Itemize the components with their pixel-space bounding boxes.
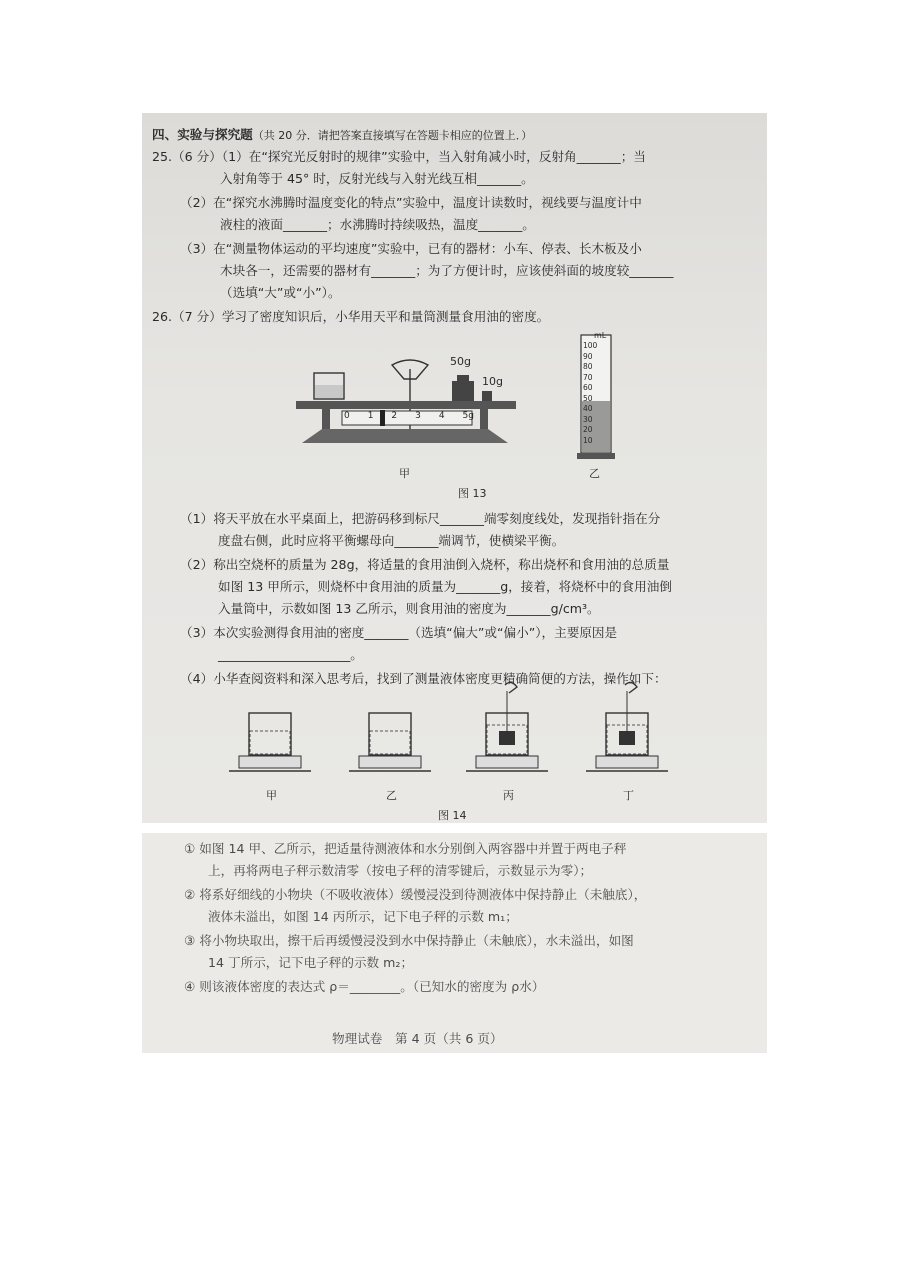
tick-1: 1 [367, 411, 374, 421]
section-heading [152, 127, 532, 144]
step3a: ③ 将小物块取出，擦干后再缓慢浸没到水中保持静止（未触底），水未溢出，如图 [184, 933, 634, 948]
tick-5: 5g [462, 411, 474, 421]
q25-line3c: （选填“大”或“小”）。 [220, 285, 341, 300]
beam [296, 401, 516, 409]
q25-line3b: 木块各一，还需要的器材有_______；为了方便计时，应该使斜面的坡度较_______ [220, 263, 674, 278]
q25-line3a: （3）在“测量物体运动的平均速度”实验中，已有的器材：小车、停表、长木板及小 [180, 241, 642, 256]
step2a: ② 将系好细线的小物块（不吸收液体）缓慢浸没到待测液体中保持静止（未触底）， [184, 887, 647, 902]
step1a: ① 如图 14 甲、乙所示，把适量待测液体和水分别倒入两容器中并置于两电子秤 [184, 841, 627, 856]
q25-line1b: 入射角等于 45° 时，反射光线与入射光线互相_______。 [220, 171, 534, 186]
fig13-label-jia: 甲 [399, 467, 410, 480]
cyl-tick-10: 10 [583, 435, 593, 445]
step1b: 上，再将两电子秤示数清零（按电子秤的清零键后，示数显示为零）； [208, 863, 593, 878]
exam-photo-top [142, 113, 767, 823]
fig13-caption: 图 13 [458, 487, 487, 500]
cyl-unit: mL [594, 331, 607, 340]
cyl-tick-70: 70 [583, 372, 593, 382]
fig14-label-bing: 丙 [503, 789, 514, 802]
base [302, 429, 508, 443]
fig14-label-ding: 丁 [623, 789, 634, 802]
step3b: 14 丁所示，记下电子秤的示数 m₂； [208, 955, 414, 970]
exam-photo-bottom [142, 833, 767, 1053]
cyl-tick-labels [583, 341, 597, 446]
q26-p1a: （1）将天平放在水平桌面上，把游码移到标尺_______端零刻度线处，发现指针指在分 [180, 511, 661, 526]
tick-4: 4 [438, 411, 445, 421]
cyl-tick-80: 80 [583, 362, 593, 371]
weight-10g [482, 391, 492, 401]
cyl-tick-20: 20 [583, 425, 593, 434]
step2b: 液体未溢出，如图 14 丙所示，记下电子秤的示数 m₁； [208, 909, 518, 924]
cyl-tick-60: 60 [583, 383, 593, 392]
q25-head: 25.（6 分）（1）在“探究光反射时的规律”实验中，当入射角减小时，反射角_______；当 [152, 149, 646, 164]
q26-p2c: 入量筒中，示数如图 13 乙所示，则食用油的密度为_______g/cm³。 [218, 601, 600, 616]
cyl-tick-40: 40 [583, 404, 593, 413]
tick-0: 0 [344, 411, 350, 421]
scale-tick-labels [344, 411, 474, 421]
cyl-tick-50: 50 [583, 393, 593, 403]
weight-50g-knob [457, 375, 469, 381]
scale-bing [466, 682, 548, 771]
page-footer: 物理试卷 第 4 页（共 6 页） [332, 1031, 503, 1046]
q26-p4: （4）小华查阅资料和深入思考后，找到了测量液体密度更精确简便的方法，操作如下： [180, 671, 667, 686]
left-support [322, 409, 330, 429]
fig14-label-yi: 乙 [386, 789, 397, 802]
cyl-tick-90: 90 [583, 351, 593, 361]
label-10g: 10g [482, 375, 503, 388]
label-50g: 50g [450, 355, 471, 368]
cyl-tick-100: 100 [583, 341, 598, 350]
fig14-scales [227, 683, 707, 783]
cyl-tick-30: 30 [583, 414, 593, 424]
q26-p2a: （2）称出空烧杯的质量为 28g，将适量的食用油倒入烧杯，称出烧杯和食用油的总质量 [180, 557, 670, 572]
scale-jia [229, 713, 311, 771]
fig14-caption: 图 14 [438, 809, 467, 822]
q26-p3b: _____________________。 [218, 647, 363, 662]
balance-figure [292, 353, 522, 463]
tick-2: 2 [391, 411, 398, 421]
q26-p1b: 度盘右侧，此时应将平衡螺母向_______端调节，使横梁平衡。 [218, 533, 565, 548]
cylinder-base [577, 453, 615, 459]
beaker-oil [315, 385, 343, 398]
fig14-label-jia: 甲 [266, 789, 277, 802]
q26-head: 26.（7 分）学习了密度知识后，小华用天平和量筒测量食用油的密度。 [152, 309, 550, 324]
scale-ding [586, 682, 668, 771]
q25-line2b: 液柱的液面_______；水沸腾时持续吸热，温度_______。 [220, 217, 535, 232]
scale-yi [349, 713, 431, 771]
step4: ④ 则该液体密度的表达式 ρ＝________。（已知水的密度为 ρ水） [184, 979, 545, 994]
weight-50g [452, 381, 474, 401]
right-support [480, 409, 488, 429]
q25-line2a: （2）在“探究水沸腾时温度变化的特点”实验中，温度计读数时，视线要与温度计中 [180, 195, 642, 210]
q26-p3a: （3）本次实验测得食用油的密度_______（选填“偏大”或“偏小”），主要原因是 [180, 625, 618, 640]
fig13-label-yi: 乙 [589, 467, 600, 480]
q26-p2b: 如图 13 甲所示，则烧杯中食用油的质量为_______g，接着，将烧杯中的食用油倒 [218, 579, 672, 594]
section-title: 四、实验与探究题 [152, 127, 253, 142]
tick-3: 3 [415, 411, 421, 421]
section-note: （共 20 分．请把答案直接填写在答题卡相应的位置上．） [252, 129, 533, 142]
